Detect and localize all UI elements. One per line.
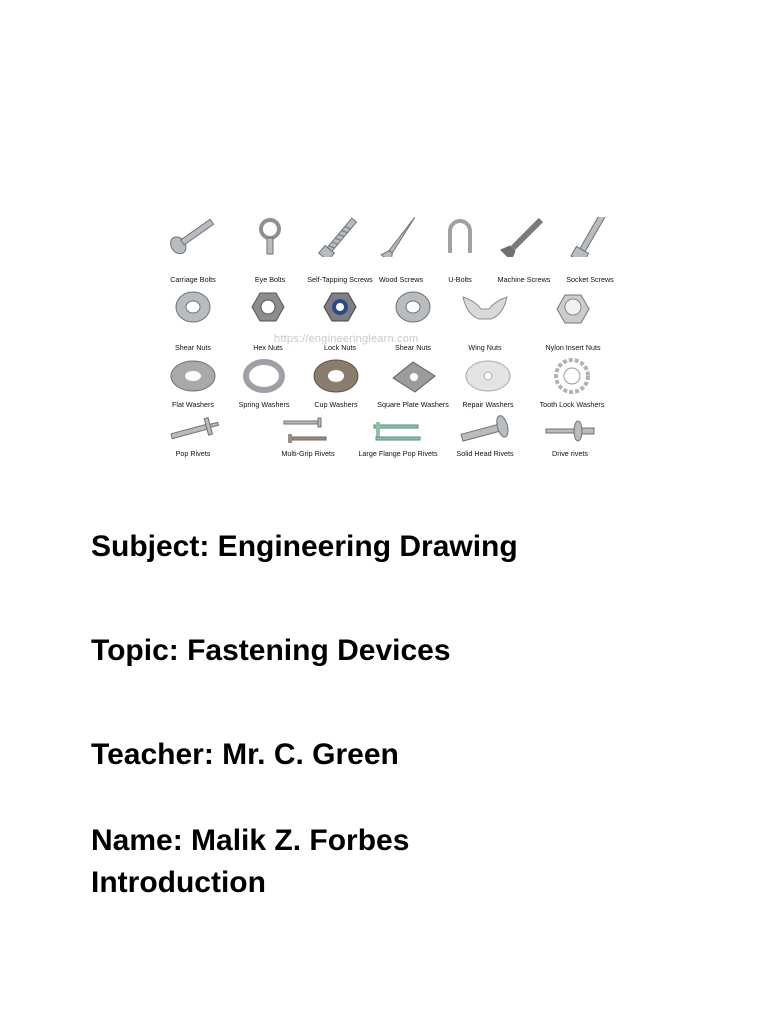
large-flange-pop-rivet-icon [370,411,426,451]
fastener-label: Lock Nuts [324,343,356,352]
fastener-label: Shear Nuts [175,343,211,352]
spring-washer-icon [236,356,292,396]
fastener-label: Tooth Lock Washers [539,400,605,409]
fastener-label: Socket Screws [566,275,614,284]
carriage-bolt-icon [165,217,221,257]
introduction-heading: Introduction [91,866,266,899]
fastener-label: Hex Nuts [253,343,283,352]
fastener-item [242,217,298,285]
fastener-item [165,411,221,459]
shear-nut-icon [165,287,221,327]
fastener-item [545,287,601,353]
fastener-item [542,411,598,459]
fastener-item [312,287,368,353]
wing-nut-icon [457,287,513,327]
solid-head-rivet-icon [457,411,513,451]
repair-washer-icon [460,356,516,396]
socket-screw-icon [562,217,618,257]
fastener-item [240,287,296,353]
shear-nut-icon [385,287,441,327]
wood-screw-icon [373,217,429,257]
fastener-item [385,287,441,353]
subject-line: Subject: Engineering Drawing [91,530,518,563]
fastener-item [562,217,618,285]
fastener-label: Drive rivets [552,449,588,458]
fastener-label: Nylon Insert Nuts [545,343,601,352]
name-line: Name: Malik Z. Forbes [91,824,410,857]
fastener-item [377,356,449,410]
tooth-lock-washer-icon [544,356,600,396]
fastener-label: Solid Head Rivets [456,449,514,458]
fastener-item [460,356,516,410]
cup-washer-icon [308,356,364,396]
fastener-item [539,356,605,410]
fastener-label: Self-Tapping Screws [307,275,373,284]
fastener-label: Pop Rivets [175,449,211,458]
fastener-item [280,411,336,459]
nylon-insert-nut-icon [545,287,601,327]
fastener-item [358,411,438,459]
lock-nut-icon [312,287,368,327]
fastener-label: Cup Washers [314,400,358,409]
fastener-label: Eye Bolts [254,275,286,284]
fastener-item [165,356,221,410]
fastener-item [308,356,364,410]
fastener-label: Carriage Bolts [170,275,216,284]
fastener-label: Flat Washers [171,400,215,409]
machine-screw-icon [496,217,552,257]
fastener-label: Square Plate Washers [377,400,449,409]
teacher-line: Teacher: Mr. C. Green [91,738,399,771]
hex-nut-icon [240,287,296,327]
self-tapping-screw-icon [312,217,368,257]
fastener-item [457,287,513,353]
fastener-label: Wing Nuts [468,343,502,352]
multi-grip-rivet-icon [280,411,336,451]
fastener-label: Large Flange Pop Rivets [358,449,438,458]
fastener-item [457,411,513,459]
u-bolt-icon [432,217,488,257]
fastener-label: U-Bolts [448,275,472,284]
fastener-label: Shear Nuts [395,343,431,352]
fastener-item [236,356,292,410]
watermark-text: https://engineeringlearn.com [274,333,419,345]
flat-washer-icon [165,356,221,396]
fastener-label: Wood Screws [378,275,424,284]
fastener-label: Spring Washers [238,400,290,409]
square-plate-washer-icon [385,356,441,396]
fastener-label: Repair Washers [462,400,514,409]
drive-rivet-icon [542,411,598,451]
fastener-label: Machine Screws [497,275,551,284]
fastener-item [165,217,221,285]
topic-line: Topic: Fastening Devices [91,634,451,667]
pop-rivet-icon [165,411,221,451]
fasteners-figure [160,215,612,465]
fastener-item [165,287,221,353]
fastener-label: Multi-Grip Rivets [281,449,335,458]
eye-bolt-icon [242,217,298,257]
